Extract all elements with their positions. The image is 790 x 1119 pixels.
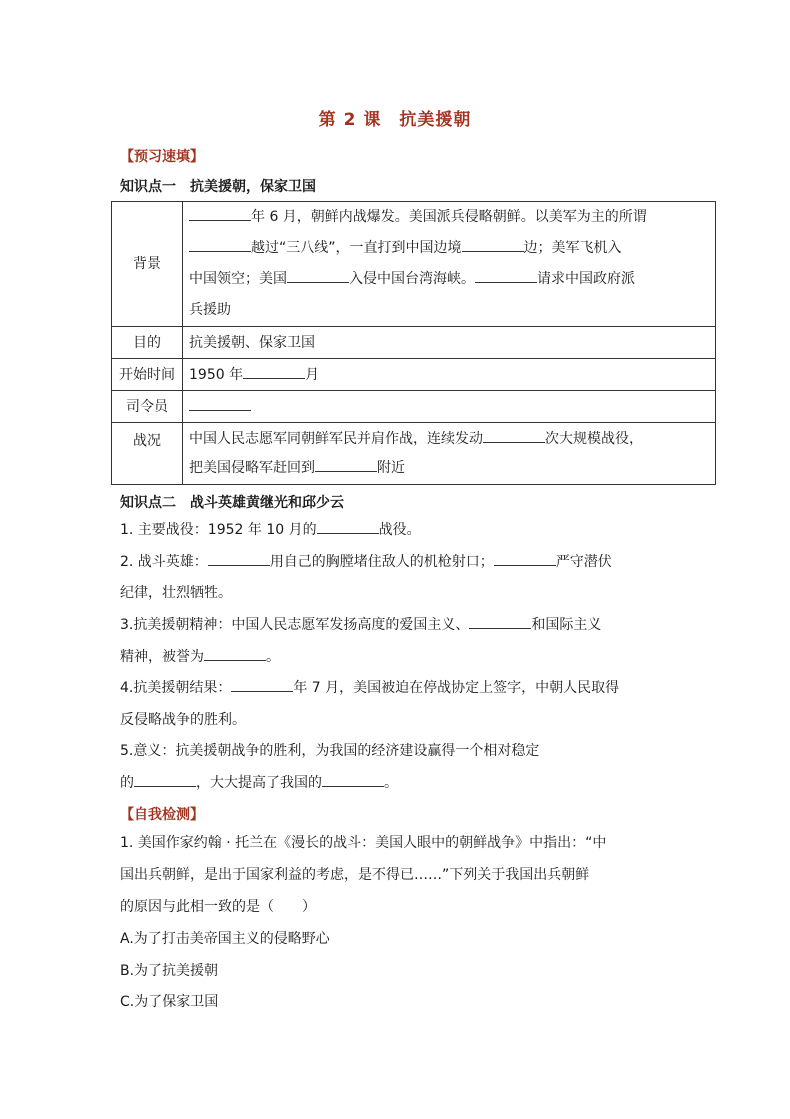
selfcheck-question-line-2: 国出兵朝鲜，是出于国家利益的考虑，是不得已……”下列关于我国出兵朝鲜 bbox=[120, 867, 590, 883]
blank-field[interactable] bbox=[189, 206, 251, 221]
blank-field[interactable] bbox=[208, 551, 270, 566]
blank-field[interactable] bbox=[322, 772, 384, 787]
question-2-line-2: 纪律，壮烈牺牲。 bbox=[120, 585, 232, 601]
background-label: 背景 bbox=[112, 202, 183, 327]
option-b[interactable]: B.为了抗美援朝 bbox=[120, 963, 219, 979]
lesson-title: 第 2 课 抗美援朝 bbox=[318, 110, 472, 130]
goal-label: 目的 bbox=[112, 327, 183, 359]
battle-label: 战况 bbox=[112, 423, 183, 485]
knowledge-table bbox=[111, 201, 716, 485]
blank-field[interactable] bbox=[462, 237, 524, 252]
question-5-line-2: 的 ，大大提高了我国的 。 bbox=[120, 768, 675, 799]
preview-heading: 【预习速填】 bbox=[120, 149, 204, 165]
blank-field[interactable] bbox=[315, 457, 377, 472]
blank-field[interactable] bbox=[204, 646, 266, 661]
table-row-commander bbox=[112, 391, 716, 423]
blank-field[interactable] bbox=[231, 677, 293, 692]
table-row-goal bbox=[112, 327, 716, 359]
blank-field[interactable] bbox=[243, 364, 305, 379]
question-3-line-1: 3.抗美援朝精神：中国人民志愿军发扬高度的爱国主义、 和国际主义 bbox=[120, 610, 675, 641]
blank-field[interactable] bbox=[189, 237, 251, 252]
knowledge-point-1-heading: 知识点一 抗美援朝，保家卫国 bbox=[120, 179, 316, 195]
question-2-line-1: 2. 战斗英雄： 用自己的胸膛堵住敌人的机枪射口； 严守潜伏 bbox=[120, 547, 675, 578]
question-5-line-1: 5.意义：抗美援朝战争的胜利，为我国的经济建设赢得一个相对稳定 bbox=[120, 743, 540, 759]
option-c[interactable]: C.为了保家卫国 bbox=[120, 994, 219, 1010]
question-4-line-1: 4.抗美援朝结果： 年 7 月，美国被迫在停战协定上签字，中朝人民取得 bbox=[120, 673, 675, 704]
knowledge-point-2-heading: 知识点二 战斗英雄黄继光和邱少云 bbox=[120, 495, 344, 511]
blank-field[interactable] bbox=[483, 428, 545, 443]
goal-value: 抗美援朝、保家卫国 bbox=[183, 327, 716, 359]
blank-field[interactable] bbox=[475, 268, 537, 283]
commander-cell bbox=[183, 391, 716, 423]
background-cell: 年 6 月，朝鲜内战爆发。美国派兵侵略朝鲜。以美军为主的所谓 越过“三八线”，一直打到中国边境 边；美军飞机入 中国领空；美国 入侵中国台湾海峡。 请求中国政府派 兵援助 bbox=[183, 202, 716, 327]
table-row-start-time bbox=[112, 359, 716, 391]
start-time-cell: 1950 年 月 bbox=[183, 359, 716, 391]
blank-field[interactable] bbox=[317, 519, 379, 534]
question-4-line-2: 反侵略战争的胜利。 bbox=[120, 712, 246, 728]
table-row-battle bbox=[112, 423, 716, 485]
battle-cell: 中国人民志愿军同朝鲜军民并肩作战，连续发动 次大规模战役， 把美国侵略军赶回到 附近 bbox=[183, 423, 716, 485]
selfcheck-question-line-3: 的原因与此相一致的是（ ） bbox=[120, 899, 316, 915]
option-a[interactable]: A.为了打击美帝国主义的侵略野心 bbox=[120, 931, 330, 947]
blank-field[interactable] bbox=[189, 396, 251, 411]
question-3-line-2: 精神，被誉为 。 bbox=[120, 642, 675, 673]
selfcheck-question-line-1: 1. 美国作家约翰 · 托兰在《漫长的战斗：美国人眼中的朝鲜战争》中指出：“中 bbox=[120, 835, 607, 851]
table-row-background bbox=[112, 202, 716, 327]
blank-field[interactable] bbox=[287, 268, 349, 283]
blank-field[interactable] bbox=[469, 614, 531, 629]
blank-field[interactable] bbox=[494, 551, 556, 566]
selfcheck-heading: 【自我检测】 bbox=[120, 807, 204, 823]
question-1: 1. 主要战役：1952 年 10 月的 战役。 bbox=[120, 515, 675, 546]
start-time-label: 开始时间 bbox=[112, 359, 183, 391]
blank-field[interactable] bbox=[134, 772, 196, 787]
commander-label: 司令员 bbox=[112, 391, 183, 423]
